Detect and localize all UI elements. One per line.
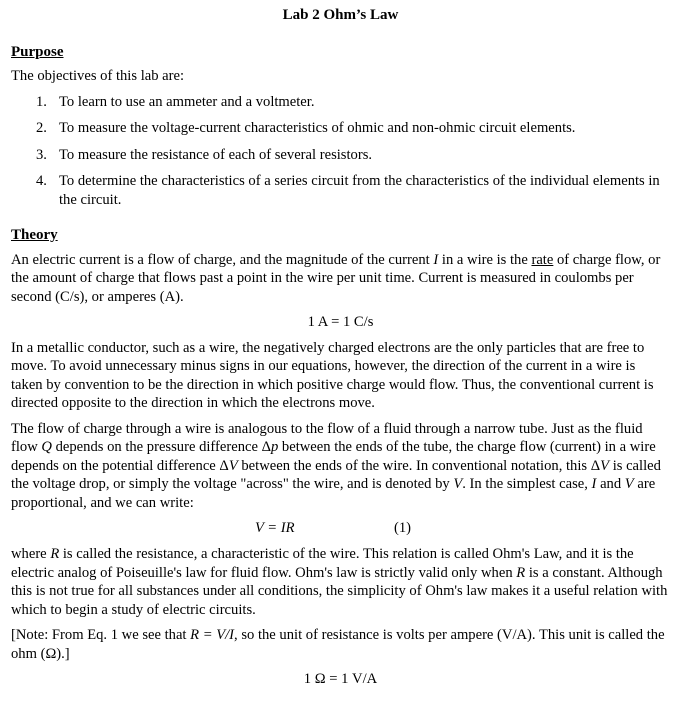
theory-paragraph-2: In a metallic conductor, such as a wire, the negatively charged electrons are the only particles that are free to move. To avoid unnecessary minus signs in our equations, however, the direction of the current in a wire is taken by convention to be the direction in which positive charge would flow. Thus, the conventional current is directed opposite to the direction in which the electrons move. bbox=[11, 339, 654, 411]
purpose-intro: The objectives of this lab are: bbox=[11, 68, 185, 84]
theory-paragraph-1: An electric current is a flow of charge, and the magnitude of the current I in a wire is the rate of charge flow, or the amount of charge that flows past a point in the wire per unit time. Current is measured in coulombs per second (C/s), or amperes (A). bbox=[11, 251, 661, 305]
equation-ohm: 1 Ω = 1 V/A bbox=[303, 671, 378, 687]
list-item: 4. To determine the characteristics of a series circuit from the characteristics of the individual elements in the circuit. bbox=[36, 173, 660, 208]
theory-paragraph-4: where R is called the resistance, a characteristic of the wire. This relation is called Ohm's Law, and it is the electric analog of Poiseuille's law for fluid flow. Ohm's law is strictly valid only when R is a constant. Although this is not true for all substances under all conditions, the simplicity of Ohm's law makes it a useful relation with which to begin a study of electric circuits. bbox=[11, 546, 668, 618]
equation-1-expression: V = IR bbox=[255, 520, 295, 536]
purpose-heading: Purpose bbox=[11, 43, 64, 60]
list-item: 3. To measure the resistance of each of several resistors. bbox=[36, 146, 373, 163]
theory-note: [Note: From Eq. 1 we see that R = V/I, so the unit of resistance is volts per ampere (V/A). This unit is called the ohm (Ω).] bbox=[11, 627, 665, 662]
purpose-section bbox=[11, 43, 670, 210]
equation-1 bbox=[11, 519, 670, 539]
list-item: 1. To learn to use an ammeter and a voltmeter. bbox=[36, 93, 315, 110]
list-item: 2. To measure the voltage-current characteristics of ohmic and non-ohmic circuit elements. bbox=[36, 120, 576, 136]
theory-section bbox=[11, 226, 670, 689]
page-title: Lab 2 Ohm’s Law bbox=[282, 7, 399, 23]
theory-paragraph-3: The flow of charge through a wire is analogous to the flow of a fluid through a narrow tube. Just as the fluid flow Q depends on the pressure difference Δp between the ends of the tube, the charge flow (current) in a wire depends on the potential difference ΔV between the ends of the wire. In conventional notation, this ΔV is called the voltage drop, or simply the voltage "across" the wire, and is denoted by V. In the simplest case, I and V are proportional, and we can write: bbox=[11, 420, 661, 511]
equation-ampere: 1 A = 1 C/s bbox=[307, 314, 374, 330]
theory-heading: Theory bbox=[11, 227, 58, 243]
objectives-list bbox=[11, 93, 670, 210]
equation-1-number: (1) bbox=[394, 520, 412, 536]
